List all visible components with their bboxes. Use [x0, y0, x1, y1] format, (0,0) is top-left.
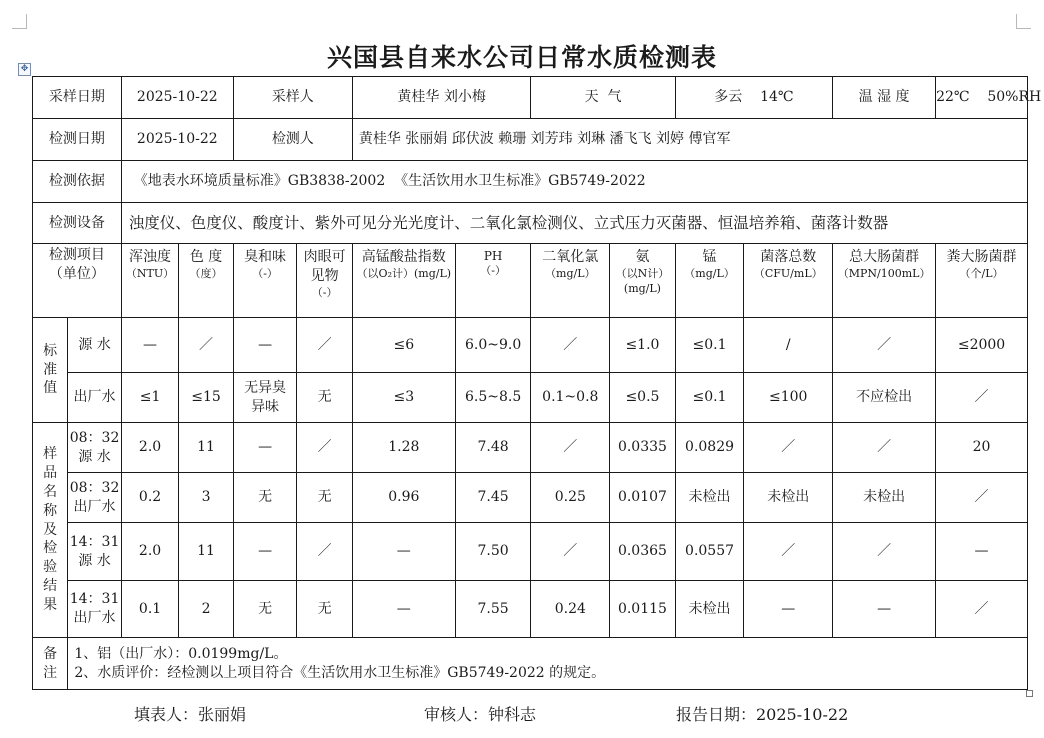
- cell: 无: [297, 581, 353, 638]
- column-name: 臭和味: [244, 249, 287, 265]
- cell: 7.45: [455, 473, 531, 523]
- items-header-label: [33, 244, 122, 318]
- cell: ／: [297, 318, 353, 373]
- sampling-row: [33, 77, 1028, 119]
- basis-value: 《地表水环境质量标准》GB3838-2002 《生活饮用水卫生标准》GB5749-2022: [121, 161, 1027, 203]
- table-move-handle-icon[interactable]: ✥: [18, 63, 31, 76]
- sample-time: 14：31: [69, 591, 120, 608]
- cell: ／: [833, 423, 936, 473]
- cell: ／: [297, 423, 353, 473]
- table-resize-handle-icon[interactable]: [1026, 690, 1033, 697]
- vertical-label-char: 品: [43, 464, 58, 481]
- cell: 11: [179, 523, 233, 581]
- cell: 0.0557: [675, 523, 744, 581]
- cell: 0.25: [531, 473, 610, 523]
- cell: ≤1: [121, 373, 179, 423]
- test-date-value: 2025-10-22: [121, 119, 233, 161]
- filler-signature: 填表人：张丽娟: [134, 705, 247, 724]
- cell: 2.0: [121, 523, 179, 581]
- cell: 0.0829: [675, 423, 744, 473]
- cell: ≤15: [179, 373, 233, 423]
- column-header-chlorine-dioxide: [531, 244, 610, 318]
- cell: 0.0107: [610, 473, 676, 523]
- cell: —: [233, 423, 297, 473]
- basis-label: 检测依据: [33, 161, 122, 203]
- cell: 未检出: [675, 581, 744, 638]
- remark-line: 2、水质评价：经检测以上项目符合《生活饮用水卫生标准》GB5749-2022 的规定。: [74, 664, 606, 681]
- cell: ≤1.0: [610, 318, 676, 373]
- row-label: 出厂水: [68, 373, 121, 423]
- vertical-label-char: 备: [43, 645, 58, 662]
- vertical-label-char: 结: [43, 578, 58, 595]
- sample-row: [33, 581, 1028, 638]
- testing-row: [33, 119, 1028, 161]
- temp-humidity-label: 温 湿 度: [833, 77, 936, 119]
- cell: /: [744, 318, 833, 373]
- cell: —: [936, 523, 1028, 581]
- column-header-ph: [455, 244, 531, 318]
- row-label: [68, 423, 121, 473]
- sample-row: [33, 473, 1028, 523]
- column-unit: （mg/L）: [545, 266, 596, 280]
- remark-line: 1、铝（出厂水）：0.0199mg/L。: [74, 645, 288, 662]
- remarks-content: [68, 638, 1028, 690]
- cell: 3: [179, 473, 233, 523]
- sample-name: 出厂水: [73, 610, 116, 626]
- vertical-label-char: 值: [43, 380, 58, 397]
- cell: ／: [744, 423, 833, 473]
- basis-row: [33, 161, 1028, 203]
- page-corner-mark: [12, 14, 27, 29]
- column-header-odor: [233, 244, 297, 318]
- cell: ≤100: [744, 373, 833, 423]
- column-name: 总大肠菌群: [849, 249, 920, 265]
- sampling-date-label: 采样日期: [33, 77, 122, 119]
- vertical-label-char: 称: [43, 502, 58, 519]
- column-name: 锰: [702, 249, 717, 265]
- report-date: 报告日期：2025-10-22: [676, 705, 849, 724]
- cell: —: [833, 581, 936, 638]
- sample-group-label-text: [33, 445, 67, 615]
- column-header-ammonia: [610, 244, 676, 318]
- cell: 6.5~8.5: [455, 373, 531, 423]
- cell: 未检出: [833, 473, 936, 523]
- test-date-label: 检测日期: [33, 119, 122, 161]
- cell: ／: [744, 523, 833, 581]
- sampling-date-value: 2025-10-22: [121, 77, 233, 119]
- column-header-turbidity: [121, 244, 179, 318]
- tester-label: 检测人: [233, 119, 352, 161]
- cell: ／: [936, 373, 1028, 423]
- vertical-label-char: 验: [43, 559, 58, 576]
- standard-row-raw-water: [33, 318, 1028, 373]
- column-unit: （-）: [480, 264, 506, 278]
- cell: 无: [233, 473, 297, 523]
- cell: ／: [531, 423, 610, 473]
- row-label: [68, 581, 121, 638]
- cell: 无异臭异味: [233, 373, 297, 423]
- vertical-label-char: 及: [43, 521, 58, 538]
- cell: 1.28: [352, 423, 455, 473]
- cell: ≤6: [352, 318, 455, 373]
- cell: 0.24: [531, 581, 610, 638]
- vertical-label-char: 标: [43, 342, 58, 359]
- cell: 0.1~0.8: [531, 373, 610, 423]
- equipment-value: 浊度仪、色度仪、酸度计、紫外可见分光光度计、二氧化氯检测仪、立式压力灭菌器、恒温培养箱、菌落计数器: [121, 203, 1027, 244]
- column-header-colony-count: [744, 244, 833, 318]
- cell: 未检出: [675, 473, 744, 523]
- column-name: 高锰酸盐指数: [361, 249, 446, 265]
- sampler-label: 采样人: [233, 77, 352, 119]
- cell: 不应检出: [833, 373, 936, 423]
- cell: 无: [297, 373, 353, 423]
- items-header-label-line2: （单位）: [48, 265, 105, 282]
- equipment-row: [33, 203, 1028, 244]
- cell: 0.0115: [610, 581, 676, 638]
- cell: —: [352, 581, 455, 638]
- document-title: 兴国县自来水公司日常水质检测表: [326, 43, 717, 72]
- column-unit: （MPN/100mL）: [837, 266, 931, 280]
- vertical-label-char: 注: [43, 664, 58, 681]
- cell: ／: [936, 473, 1028, 523]
- sample-name: 源 水: [78, 448, 111, 465]
- vertical-label-char: 名: [43, 483, 58, 500]
- row-label: [68, 473, 121, 523]
- sample-row: [33, 423, 1028, 473]
- cell: 0.2: [121, 473, 179, 523]
- cell: —: [121, 318, 179, 373]
- cell: 0.0335: [610, 423, 676, 473]
- cell: —: [744, 581, 833, 638]
- cell: 0.0365: [610, 523, 676, 581]
- cell: ≤0.5: [610, 373, 676, 423]
- vertical-label-char: 样: [43, 445, 58, 462]
- column-name: 菌落总数: [760, 249, 817, 265]
- cell: —: [233, 523, 297, 581]
- sampler-value: 黄桂华 刘小梅: [352, 77, 531, 119]
- column-name: PH: [483, 249, 503, 263]
- column-unit: （NTU）: [125, 266, 175, 280]
- sample-group-label: [33, 423, 68, 638]
- column-header-total-coliforms: [833, 244, 936, 318]
- cell: 2.0: [121, 423, 179, 473]
- cell: 20: [936, 423, 1028, 473]
- column-name: 肉眼可见物: [303, 249, 346, 284]
- column-name: 氨: [635, 249, 650, 265]
- row-label: 源 水: [68, 318, 121, 373]
- cell: ／: [297, 523, 353, 581]
- weather-value: 多云 14℃: [675, 77, 832, 119]
- cell: ／: [531, 318, 610, 373]
- cell: 未检出: [744, 473, 833, 523]
- column-unit: （-）: [311, 285, 338, 299]
- remarks-label: [33, 638, 68, 690]
- water-quality-table: [32, 76, 1042, 690]
- equipment-label: 检测设备: [33, 203, 122, 244]
- cell: ／: [833, 523, 936, 581]
- column-unit: （以N计）(mg/L): [615, 266, 670, 295]
- standard-group-label-text: [33, 342, 67, 399]
- column-header-manganese: [675, 244, 744, 318]
- cell: ≤0.1: [675, 373, 744, 423]
- cell: ≤2000: [936, 318, 1028, 373]
- row-label: [68, 523, 121, 581]
- cell: 7.55: [455, 581, 531, 638]
- cell: —: [352, 523, 455, 581]
- remarks-row: [33, 638, 1028, 690]
- column-header-visible-matter: [297, 244, 353, 318]
- column-unit: （个/L）: [959, 266, 1004, 280]
- cell: 0.1: [121, 581, 179, 638]
- cell: 无: [233, 581, 297, 638]
- column-unit: （度）: [189, 266, 223, 280]
- cell: ／: [531, 523, 610, 581]
- column-unit: （CFU/mL）: [753, 266, 823, 280]
- cell: 无: [297, 473, 353, 523]
- standard-row-treated-water: [33, 373, 1028, 423]
- column-unit: （以O₂计）(mg/L): [356, 266, 452, 280]
- column-name: 色 度: [189, 249, 223, 265]
- cell: 2: [179, 581, 233, 638]
- cell: ／: [936, 581, 1028, 638]
- weather-label: 天 气: [531, 77, 675, 119]
- remarks-label-text: [33, 645, 67, 683]
- column-header-permanganate: [352, 244, 455, 318]
- cell: 0.96: [352, 473, 455, 523]
- sample-name: 源 水: [78, 552, 111, 569]
- cell: 7.48: [455, 423, 531, 473]
- column-name: 粪大肠菌群: [946, 249, 1017, 265]
- page-corner-mark: [1016, 14, 1031, 29]
- cell: 6.0~9.0: [455, 318, 531, 373]
- items-header-row: [33, 244, 1028, 318]
- reviewer-signature: 审核人：钟科志: [424, 705, 537, 724]
- sample-row: [33, 523, 1028, 581]
- vertical-label-char: 果: [43, 597, 58, 614]
- vertical-label-char: 准: [43, 361, 58, 378]
- cell: ／: [833, 318, 936, 373]
- column-unit: （mg/L）: [684, 266, 735, 280]
- column-name: 浑浊度: [129, 249, 172, 265]
- column-header-color: [179, 244, 233, 318]
- cell: ≤3: [352, 373, 455, 423]
- vertical-label-char: 检: [43, 540, 58, 557]
- column-unit: （-）: [252, 266, 278, 280]
- cell: 11: [179, 423, 233, 473]
- cell: —: [233, 318, 297, 373]
- cell: ／: [179, 318, 233, 373]
- column-name: 二氧化氯: [542, 249, 599, 265]
- items-header-label-line1: 检测项目: [48, 247, 105, 263]
- tester-value: 黄桂华 张丽娟 邱伏波 赖珊 刘芳玮 刘琳 潘飞飞 刘婷 傅官军: [352, 119, 1027, 161]
- sample-time: 08：32: [69, 429, 120, 446]
- cell: ≤0.1: [675, 318, 744, 373]
- sample-time: 14：31: [69, 533, 120, 550]
- sample-time: 08：32: [69, 479, 120, 496]
- cell: 7.50: [455, 523, 531, 581]
- temp-humidity-value: 22℃ 50%RH: [936, 77, 1028, 119]
- sample-name: 出厂水: [73, 498, 116, 515]
- standard-group-label: [33, 318, 68, 423]
- column-header-fecal-coliforms: [936, 244, 1028, 318]
